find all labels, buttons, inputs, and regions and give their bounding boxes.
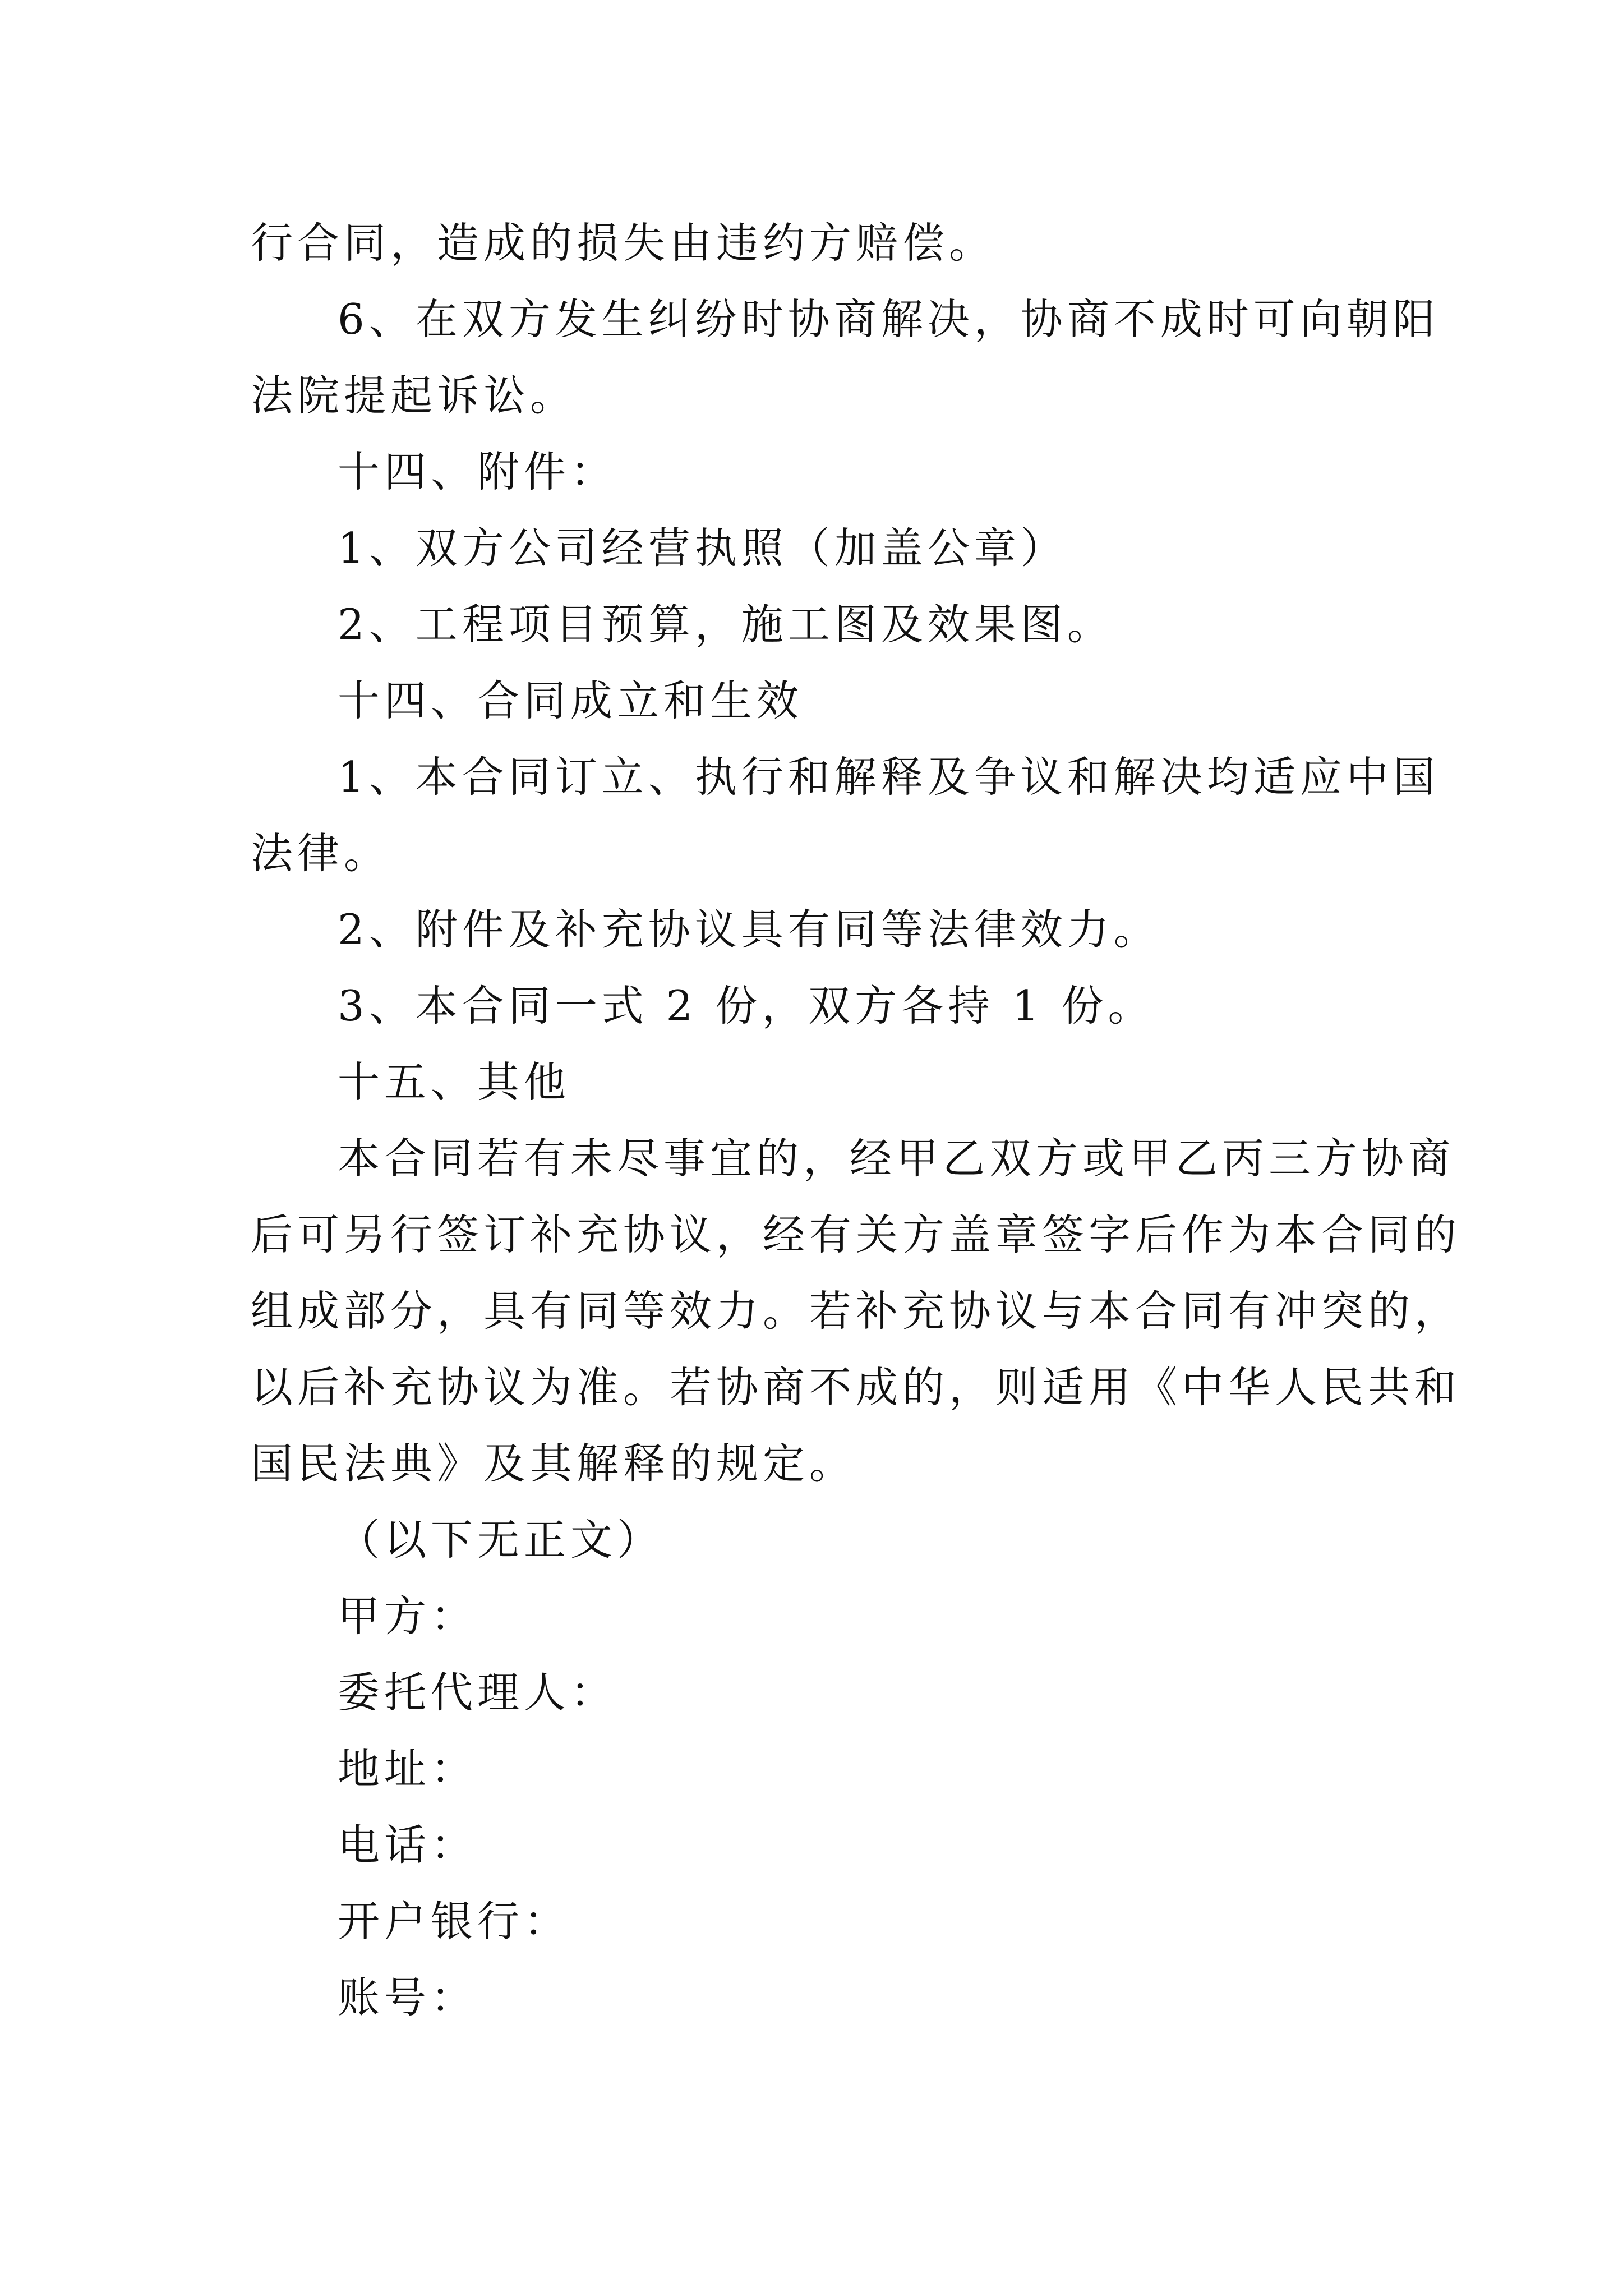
paragraph-line: 国民法典》及其解释的规定。 — [251, 1439, 856, 1488]
no-body-text-note: （以下无正文） — [338, 1515, 664, 1565]
section-heading: 十四、附件： — [338, 447, 617, 496]
paragraph-line: 后可另行签订补充协议，经有关方盖章签字后作为本合同的 — [251, 1210, 1461, 1259]
paragraph-line: 以后补充协议为准。若协商不成的，则适用《中华人民共和 — [251, 1363, 1461, 1412]
section-heading: 十五、其他 — [338, 1057, 571, 1107]
account-label: 账号： — [338, 1973, 478, 2022]
bank-label: 开户银行： — [338, 1897, 571, 1946]
paragraph-line: 组成部分，具有同等效力。若补充协议与本合同有冲突的， — [251, 1286, 1461, 1336]
list-item: 1、本合同订立、执行和解释及争议和解决均适应中国 — [338, 752, 1440, 802]
paragraph-line: 6、在双方发生纠纷时协商解决，协商不成时可向朝阳 — [338, 295, 1440, 344]
document-body — [251, 205, 1461, 2036]
list-item: 1、双方公司经营执照（加盖公章） — [338, 523, 1067, 573]
paragraph-line: 法律。 — [251, 829, 391, 878]
paragraph-line: 本合同若有未尽事宜的，经甲乙双方或甲乙丙三方协商 — [338, 1134, 1455, 1183]
agent-label: 委托代理人： — [338, 1668, 617, 1717]
list-item: 2、附件及补充协议具有同等法律效力。 — [338, 905, 1160, 954]
list-item: 2、工程项目预算，施工图及效果图。 — [338, 600, 1114, 649]
section-heading: 十四、合同成立和生效 — [338, 676, 804, 725]
paragraph-line: 法院提起诉讼。 — [251, 371, 577, 420]
party-a-label: 甲方： — [338, 1591, 478, 1641]
list-item: 3、本合同一式 2 份，双方各持 1 份。 — [338, 981, 1155, 1030]
phone-label: 电话： — [338, 1820, 478, 1870]
paragraph-line: 行合同，造成的损失由违约方赔偿。 — [251, 218, 996, 268]
address-label: 地址： — [338, 1744, 478, 1793]
